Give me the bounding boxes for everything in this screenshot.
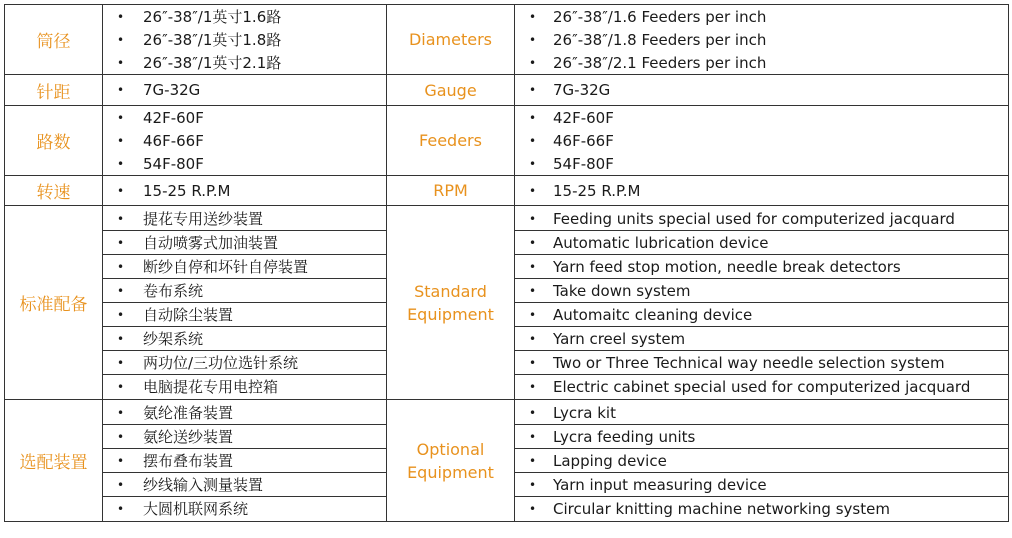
row-values-cn <box>103 5 387 75</box>
bullet-icon: • <box>529 283 537 298</box>
bullet-icon: • <box>117 211 125 226</box>
bullet-icon: • <box>529 477 537 492</box>
spec-row-gauge <box>5 75 1009 106</box>
bullet-icon: • <box>117 9 125 24</box>
list-item: • Take down system <box>515 278 1008 302</box>
row-values-cn <box>103 206 387 400</box>
list-item: • 自动除尘装置 <box>103 302 386 326</box>
bullet-icon: • <box>529 211 537 226</box>
row-values-cn <box>103 400 387 522</box>
spec-row-rpm <box>5 176 1009 206</box>
list-item: • 两功位/三功位选针系统 <box>103 350 386 374</box>
row-label-cn: 标准配备 <box>5 206 103 400</box>
row-label-en: Optional Equipment <box>387 400 515 522</box>
bullet-icon: • <box>529 32 537 47</box>
list-item: • 15-25 R.P.M <box>103 179 386 202</box>
row-label-en: Diameters <box>387 5 515 75</box>
list-item: • 46F-66F <box>515 129 1008 152</box>
bullet-icon: • <box>117 156 125 171</box>
bullet-icon: • <box>529 453 537 468</box>
list-item: • 氨纶送纱装置 <box>103 424 386 448</box>
bullet-icon: • <box>529 133 537 148</box>
list-item: • 纱线输入测量装置 <box>103 472 386 496</box>
bullet-icon: • <box>529 110 537 125</box>
bullet-icon: • <box>117 379 125 394</box>
bullet-icon: • <box>529 156 537 171</box>
bullet-icon: • <box>117 501 125 516</box>
bullet-icon: • <box>529 405 537 420</box>
bullet-icon: • <box>529 83 537 97</box>
row-values-en <box>515 176 1009 206</box>
bullet-icon: • <box>117 429 125 444</box>
list-item: • Yarn creel system <box>515 326 1008 350</box>
bullet-icon: • <box>117 477 125 492</box>
list-item: • 42F-60F <box>103 106 386 129</box>
list-item: • 26″-38″/2.1 Feeders per inch <box>515 51 1008 74</box>
list-item: • 氨纶准备装置 <box>103 401 386 424</box>
list-item: • 7G-32G <box>103 79 386 102</box>
bullet-icon: • <box>117 355 125 370</box>
list-item: • 卷布系统 <box>103 278 386 302</box>
list-item: • 纱架系统 <box>103 326 386 350</box>
bullet-icon: • <box>117 331 125 346</box>
list-item: • 26″-38″/1英寸2.1路 <box>103 51 386 74</box>
list-item: • 提花专用送纱装置 <box>103 207 386 230</box>
list-item: • Lycra feeding units <box>515 424 1008 448</box>
spec-table <box>4 4 1009 522</box>
list-item: • Automatic lubrication device <box>515 230 1008 254</box>
bullet-icon: • <box>117 55 125 70</box>
list-item: • 7G-32G <box>515 79 1008 102</box>
list-item: • 断纱自停和坏针自停装置 <box>103 254 386 278</box>
list-item: • 54F-80F <box>515 152 1008 175</box>
row-values-cn <box>103 176 387 206</box>
bullet-icon: • <box>529 55 537 70</box>
row-label-cn: 针距 <box>5 75 103 106</box>
bullet-icon: • <box>117 83 125 97</box>
bullet-icon: • <box>117 453 125 468</box>
list-item: • 自动喷雾式加油装置 <box>103 230 386 254</box>
bullet-icon: • <box>117 283 125 298</box>
bullet-icon: • <box>117 110 125 125</box>
list-item: • 摆布叠布装置 <box>103 448 386 472</box>
bullet-icon: • <box>529 235 537 250</box>
bullet-icon: • <box>117 235 125 250</box>
list-item: • Lycra kit <box>515 401 1008 424</box>
row-label-en: Standard Equipment <box>387 206 515 400</box>
list-item: • 26″-38″/1英寸1.8路 <box>103 28 386 51</box>
bullet-icon: • <box>529 259 537 274</box>
bullet-icon: • <box>529 307 537 322</box>
bullet-icon: • <box>529 429 537 444</box>
list-item: • 42F-60F <box>515 106 1008 129</box>
bullet-icon: • <box>117 183 125 198</box>
bullet-icon: • <box>529 501 537 516</box>
list-item: • 26″-38″/1英寸1.6路 <box>103 5 386 28</box>
row-values-cn <box>103 106 387 176</box>
bullet-icon: • <box>117 133 125 148</box>
row-values-en <box>515 206 1009 400</box>
bullet-icon: • <box>117 405 125 420</box>
list-item: • 大圆机联网系统 <box>103 496 386 520</box>
row-values-en <box>515 400 1009 522</box>
list-item: • 26″-38″/1.8 Feeders per inch <box>515 28 1008 51</box>
list-item: • 54F-80F <box>103 152 386 175</box>
row-label-cn: 筒径 <box>5 5 103 75</box>
row-label-cn: 选配装置 <box>5 400 103 522</box>
list-item: • Electric cabinet special used for computerized jacquard <box>515 374 1008 398</box>
row-label-cn: 转速 <box>5 176 103 206</box>
list-item: • Feeding units special used for computerized jacquard <box>515 207 1008 230</box>
list-item: • 电脑提花专用电控箱 <box>103 374 386 398</box>
list-item: • Circular knitting machine networking system <box>515 496 1008 520</box>
list-item: • Two or Three Technical way needle selection system <box>515 350 1008 374</box>
bullet-icon: • <box>529 355 537 370</box>
bullet-icon: • <box>529 379 537 394</box>
bullet-icon: • <box>117 307 125 322</box>
row-values-en <box>515 106 1009 176</box>
list-item: • 46F-66F <box>103 129 386 152</box>
spec-row-diameters <box>5 5 1009 75</box>
row-label-cn: 路数 <box>5 106 103 176</box>
row-values-en <box>515 5 1009 75</box>
bullet-icon: • <box>117 32 125 47</box>
spec-row-optional-equipment <box>5 400 1009 522</box>
list-item: • Yarn feed stop motion, needle break detectors <box>515 254 1008 278</box>
list-item: • Automaitc cleaning device <box>515 302 1008 326</box>
bullet-icon: • <box>529 9 537 24</box>
bullet-icon: • <box>529 331 537 346</box>
row-label-en: Feeders <box>387 106 515 176</box>
list-item: • 26″-38″/1.6 Feeders per inch <box>515 5 1008 28</box>
bullet-icon: • <box>529 183 537 198</box>
list-item: • Lapping device <box>515 448 1008 472</box>
bullet-icon: • <box>117 259 125 274</box>
row-values-en <box>515 75 1009 106</box>
spec-row-feeders <box>5 106 1009 176</box>
list-item: • Yarn input measuring device <box>515 472 1008 496</box>
list-item: • 15-25 R.P.M <box>515 179 1008 202</box>
spec-row-standard-equipment <box>5 206 1009 400</box>
row-label-en: Gauge <box>387 75 515 106</box>
row-values-cn <box>103 75 387 106</box>
row-label-en: RPM <box>387 176 515 206</box>
